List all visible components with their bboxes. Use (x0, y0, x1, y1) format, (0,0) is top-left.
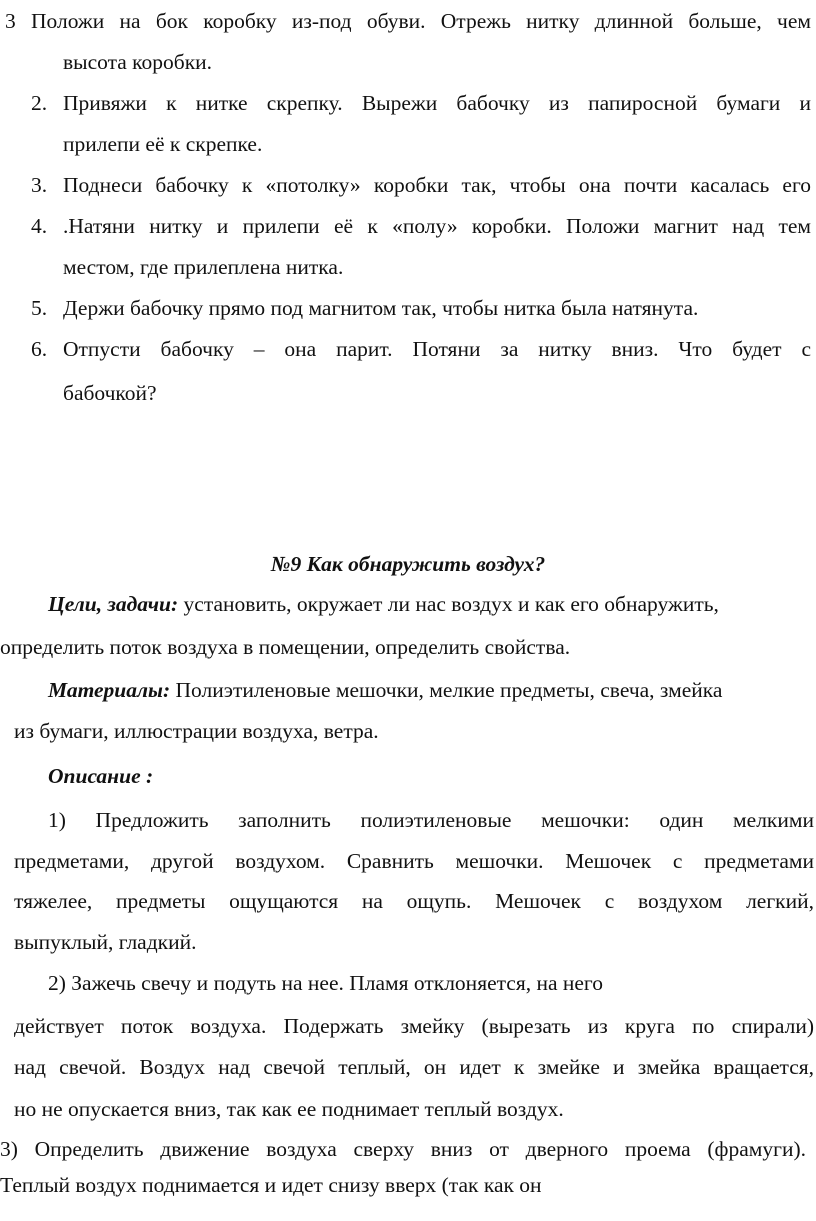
goals-line: определить поток воздуха в помещении, определить свойства. (0, 635, 571, 659)
paragraph-line: 1) Предложить заполнить полиэтиленовые мешочки: один мелкими (48, 808, 814, 832)
step-number: 3 (5, 9, 16, 33)
paragraph-line: выпуклый, гладкий. (14, 930, 197, 954)
goals-line (48, 594, 719, 616)
step-text: местом, где прилеплена нитка. (63, 255, 344, 279)
paragraph-line: 3) Определить движение воздуха сверху вниз от дверного проема (фрамуги). (0, 1137, 806, 1161)
step-text: .Натяни нитку и прилепи её к «полу» коробки. Положи магнит над тем (63, 214, 811, 238)
materials-text: Полиэтиленовые мешочки, мелкие предметы, свеча, змейка (170, 678, 723, 702)
paragraph-line: над свечой. Воздух над свечой теплый, он идет к змейке и змейка вращается, (14, 1055, 814, 1079)
step-text: Привяжи к нитке скрепку. Вырежи бабочку из папиросной бумаги и (63, 91, 811, 115)
description-label: Описание : (48, 764, 154, 788)
materials-label: Материалы: (48, 678, 171, 702)
paragraph-line: тяжелее, предметы ощущаются на ощупь. Мешочек с воздухом легкий, (14, 889, 814, 913)
step-text: Поднеси бабочку к «потолку» коробки так, чтобы она почти касалась его (63, 173, 811, 197)
paragraph-line: но не опускается вниз, так как ее поднимает теплый воздух. (14, 1097, 564, 1121)
paragraph-line: действует поток воздуха. Подержать змейку (вырезать из круга по спирали) (14, 1014, 814, 1038)
step-number: 4. (31, 214, 48, 238)
paragraph-line: Теплый воздух поднимается и идет снизу вверх (так как он (0, 1173, 542, 1197)
paragraph-line: 2) Зажечь свечу и подуть на нее. Пламя отклоняется, на него (48, 971, 603, 995)
step-number: 6. (31, 337, 48, 361)
goals-text: установить, окружает ли нас воздух и как его обнаружить, (178, 592, 719, 616)
step-text: прилепи её к скрепке. (63, 132, 263, 156)
step-text: Держи бабочку прямо под магнитом так, чтобы нитка была натянута. (63, 296, 699, 320)
materials-line: из бумаги, иллюстрации воздуха, ветра. (14, 719, 379, 743)
step-text: бабочкой? (63, 381, 157, 405)
step-text: высота коробки. (63, 50, 213, 74)
section-title: №9 Как обнаружить воздух? (270, 552, 546, 576)
paragraph-line: предметами, другой воздухом. Сравнить мешочки. Мешочек с предметами (14, 849, 814, 873)
step-text: Положи на бок коробку из-под обуви. Отрежь нитку длинной больше, чем (31, 9, 811, 33)
step-text: Отпусти бабочку – она парит. Потяни за нитку вниз. Что будет с (63, 337, 811, 361)
step-number: 3. (31, 173, 48, 197)
step-number: 5. (31, 296, 48, 320)
step-number: 2. (31, 91, 48, 115)
goals-label: Цели, задачи: (48, 592, 179, 616)
materials-line (48, 680, 722, 702)
